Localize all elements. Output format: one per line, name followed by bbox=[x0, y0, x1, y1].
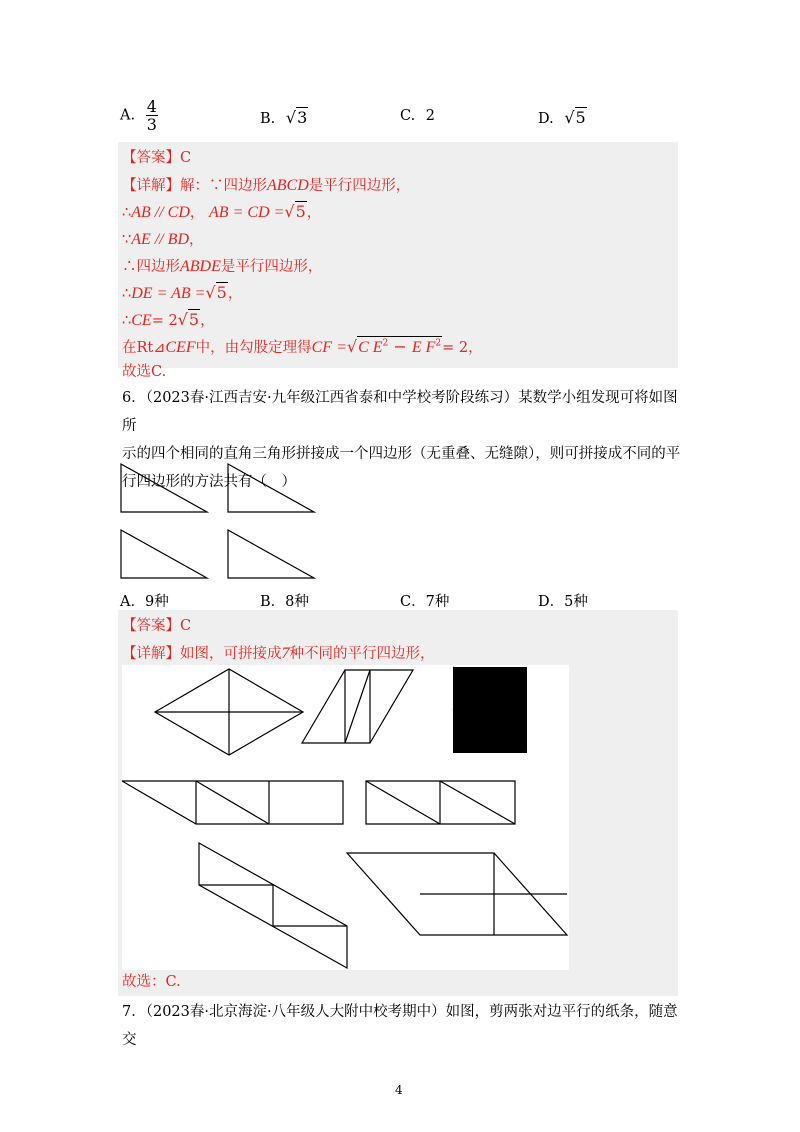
q6-option-a: A．9种 bbox=[120, 594, 169, 610]
parallelograms-figure bbox=[122, 665, 569, 970]
detail-line-2: ∴AB // CD， AB = CD =√5， bbox=[122, 202, 322, 221]
triangle-4 bbox=[228, 530, 314, 578]
triangle-2 bbox=[228, 464, 314, 512]
detail-line-3: ∵AE // BD， bbox=[122, 231, 204, 248]
triangle-1 bbox=[121, 464, 207, 512]
q6-option-c: C．7种 bbox=[400, 594, 450, 610]
q6-answer-line: 【答案】C bbox=[122, 618, 192, 634]
q7-question: 7．（2023春·北京海淀·八年级人大附中校考期中）如图，剪两张对边平行的纸条，随意交 bbox=[122, 1004, 678, 1048]
fraction-denominator: 3 bbox=[146, 115, 157, 134]
rectangle bbox=[453, 667, 527, 753]
triangle-3 bbox=[121, 530, 207, 578]
q6-option-b: B．8种 bbox=[260, 594, 309, 610]
q5-solution-panel bbox=[118, 142, 678, 368]
q6-line-2: 示的四个相同的直角三角形拼接成一个四边形（无重叠、无缝隙），则可拼接成不同的平 bbox=[122, 446, 681, 462]
fraction-numerator: 4 bbox=[146, 97, 157, 116]
q6-conclusion: 故选：C. bbox=[122, 974, 181, 990]
detail-line-1: 【详解】解：∵四边形ABCD是平行四边形， bbox=[122, 177, 411, 194]
four-triangles-figure bbox=[115, 460, 325, 585]
detail-line-6: ∴CE= 2√5， bbox=[122, 310, 215, 329]
option-a: A. $\frac{4}{3}$ bbox=[120, 97, 157, 134]
q6-option-d: D．5种 bbox=[538, 594, 588, 610]
detail-line-7: 在Rt⊿CEF中，由勾股定理得CF =√C $E^2 - E$ $F^2= 2$， bbox=[122, 337, 483, 356]
detail-line-5: ∴DE = AB =√5， bbox=[122, 283, 243, 302]
q5-conclusion: 故选C. bbox=[122, 364, 167, 380]
option-d: D. √5 bbox=[538, 108, 586, 127]
page-number: 4 bbox=[395, 1083, 403, 1097]
q6-line-1: 6．（2023春·江西吉安·九年级江西省泰和中学校考阶段练习）某数学小组发现可将如图所 bbox=[122, 390, 678, 434]
answer-line: 【答案】C bbox=[122, 150, 192, 166]
detail-line-4: ∴四边形ABDE是平行四边形， bbox=[122, 258, 323, 275]
q6-line-3: 行四边形的方法共有（ ） bbox=[122, 474, 296, 490]
q6-detail-line: 【详解】如图，可拼接成7种不同的平行四边形， bbox=[122, 645, 435, 662]
option-b: B. √3 bbox=[260, 108, 308, 127]
option-c: C. 2 bbox=[400, 108, 436, 124]
